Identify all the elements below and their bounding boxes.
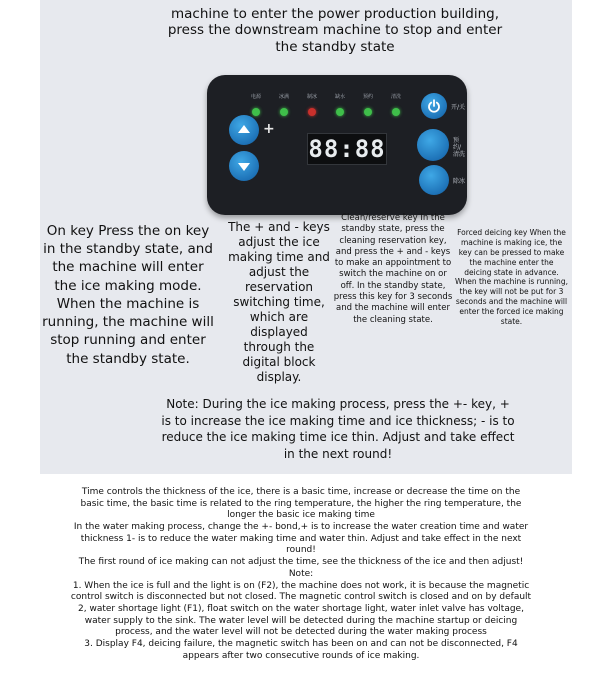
clean-reserve-key-description: Clean/reserve key In the standby state, press the cleaning reservation key, and press the + and - keys to make an appointment to switch the machine on or off. In the standby state, press this key for 3 seconds and the machine will enter the cleaning state. xyxy=(333,213,453,325)
indicator-label-clean: 清洗 xyxy=(390,94,401,100)
instructions-block xyxy=(70,487,532,662)
control-panel xyxy=(207,75,467,215)
indicator-led-reserve xyxy=(364,108,372,116)
indicator-label-reserve: 预约 xyxy=(362,94,373,100)
arrow-up-icon xyxy=(237,123,251,137)
arrow-down-icon xyxy=(237,159,251,173)
instruction-line: 1. When the ice is full and the light is on (F2), the machine does not work, it is because the magnetic control switch is disconnected but not closed. The magnetic control switch is closed and on by default xyxy=(70,580,532,603)
instruction-line: 3. Display F4, deicing failure, the magnetic switch has been on and can not be disconnected, F4 appears after two consecutive rounds of ice making. xyxy=(84,638,518,661)
deice-label: 除冰 xyxy=(453,178,466,185)
top-caption: machine to enter the power production building, press the downstream machine to stop and enter the standby state xyxy=(167,6,503,55)
plus-sign: + xyxy=(263,121,275,137)
instruction-line: The first round of ice making can not adjust the time, see the thickness of the ice and then adjust! xyxy=(78,557,524,568)
indicator-led-ice-making xyxy=(308,108,316,116)
instruction-line: Time controls the thickness of the ice, there is a basic time, increase or decrease the time on the basic time, the basic time is related to the ring temperature, the higher the ring temperature, the longer the basic ice making time xyxy=(80,487,522,521)
indicator-led-power xyxy=(252,108,260,116)
instruction-line: Note: xyxy=(288,568,314,579)
indicator-led-clean xyxy=(392,108,400,116)
instruction-line: 2, water shortage light (F1), float switch on the water shortage light, water inlet valve has voltage, water supply to the sink. The water level will be detected during the machine startup or deicing process, and the water level will not be detected during the water making process xyxy=(78,603,524,638)
plus-button[interactable] xyxy=(229,115,259,145)
indicator-led-ice-full xyxy=(280,108,288,116)
reserve-clean-label: 预约/清洗 xyxy=(453,137,466,159)
deice-button[interactable] xyxy=(419,165,449,195)
plus-minus-key-description: The + and - keys adjust the ice making time and adjust the reservation switching time, which are displayed through the digital block display. xyxy=(228,220,330,384)
reserve-clean-button[interactable] xyxy=(417,129,449,161)
power-button[interactable] xyxy=(421,93,447,119)
indicator-label-ice-full: 冰满 xyxy=(278,94,289,100)
indicator-label-water-shortage: 缺水 xyxy=(334,94,345,100)
indicator-label-power: 电源 xyxy=(250,94,261,100)
minus-button[interactable] xyxy=(229,151,259,181)
on-key-description: On key Press the on key in the standby state, and the machine will enter the ice making mode. When the machine is running, the machine will stop running and enter the standby state. xyxy=(42,223,214,367)
indicator-led-water-shortage xyxy=(336,108,344,116)
power-label: 开/关 xyxy=(451,104,466,111)
forced-deicing-key-description: Forced deicing key When the machine is making ice, the key can be pressed to make the machine enter the deicing state in advance. When the machine is running, the key will not be put for 3 seconds and the machine will enter the forced ice making state. xyxy=(455,228,568,327)
instruction-line: In the water making process, change the +- bond,+ is to increase the water creation time and water thickness 1- is to reduce the water making time and water thin. Adjust and take effect in the next round! xyxy=(73,522,529,556)
digital-display: 88:88 xyxy=(308,135,386,163)
indicator-label-ice-making: 制冰 xyxy=(306,94,317,100)
ice-making-note: Note: During the ice making process, press the +- key, + is to increase the ice making time and ice thickness; - is to reduce the ice making time ice thin. Adjust and take effect in the next round! xyxy=(161,397,515,461)
power-icon xyxy=(427,99,441,113)
